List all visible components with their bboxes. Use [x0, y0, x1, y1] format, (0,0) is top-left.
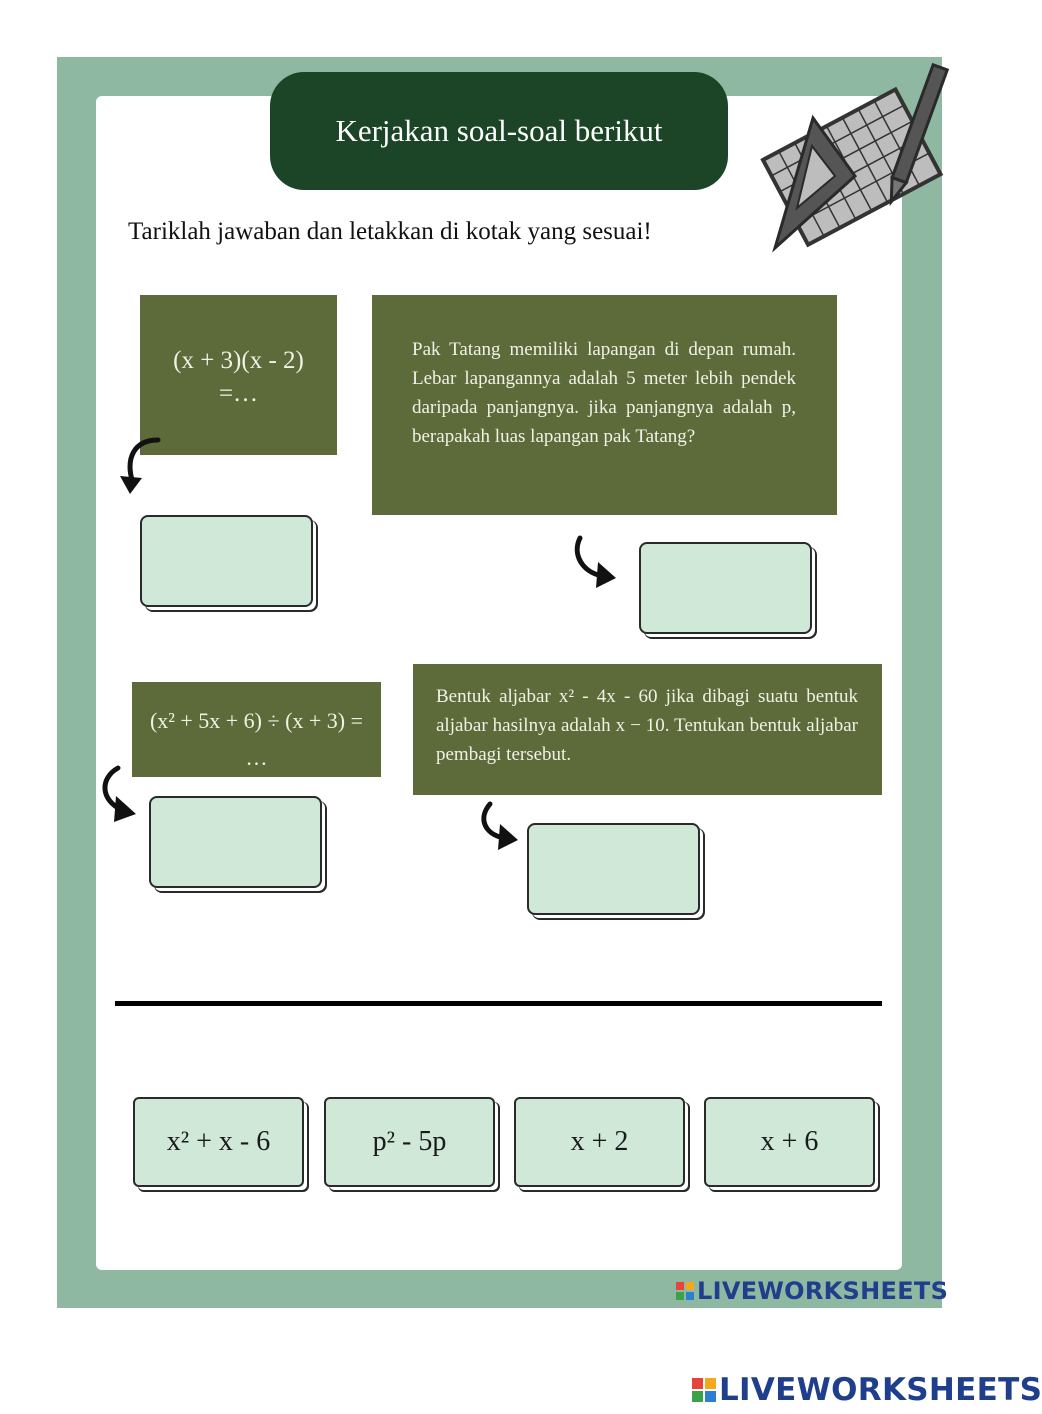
page-title: Kerjakan soal-soal berikut	[270, 72, 728, 190]
question-2-text: Pak Tatang memiliki lapangan di depan rumah. Lebar lapangannya adalah 5 meter lebih pendek daripada panjangnya. jika panjangnya adalah p, berapakah luas lapangan pak Tatang?	[412, 339, 796, 447]
answer-choice-4[interactable]: x + 6	[704, 1097, 875, 1187]
question-4-text: Bentuk aljabar x² - 4x - 60 jika dibagi suatu bentuk aljabar hasilnya adalah x − 10. Tentukan bentuk aljabar pembagi tersebut.	[436, 686, 858, 765]
liveworksheets-logo-icon	[676, 1282, 694, 1300]
question-card-1	[140, 295, 337, 455]
answer-drop-box-3[interactable]	[149, 796, 322, 888]
curved-arrow-icon	[114, 436, 164, 496]
question-3-ellipsis: …	[245, 745, 268, 771]
curved-arrow-icon	[570, 532, 620, 592]
question-3-expression: (x² + 5x + 6) ÷ (x + 3) =	[149, 708, 364, 733]
curved-arrow-icon	[476, 800, 526, 860]
answer-drop-box-4[interactable]	[527, 823, 700, 915]
answer-choice-1[interactable]: x² + x - 6	[133, 1097, 304, 1187]
answer-choice-2[interactable]: p² - 5p	[324, 1097, 495, 1187]
ruler-pencil-illustration	[755, 58, 945, 253]
brand-name: LIVEWORKSHEETS	[697, 1277, 949, 1305]
question-card-3	[132, 682, 381, 777]
answer-drop-box-1[interactable]	[140, 515, 313, 607]
liveworksheets-logo	[692, 1372, 1042, 1408]
brand-name: LIVEWORKSHEETS	[719, 1372, 1042, 1408]
question-1-equals: =…	[218, 379, 259, 407]
answer-choice-3[interactable]: x + 2	[514, 1097, 685, 1187]
liveworksheets-logo-small	[676, 1277, 948, 1305]
question-card-4	[413, 664, 882, 795]
instruction-text: Tariklah jawaban dan letakkan di kotak yang sesuai!	[128, 218, 652, 245]
answer-drop-box-2[interactable]	[639, 542, 812, 634]
question-card-2	[372, 295, 837, 515]
divider	[115, 1001, 882, 1006]
curved-arrow-icon	[94, 764, 144, 824]
liveworksheets-logo-icon	[692, 1378, 716, 1402]
question-1-expression: (x + 3)(x - 2)	[173, 347, 304, 374]
